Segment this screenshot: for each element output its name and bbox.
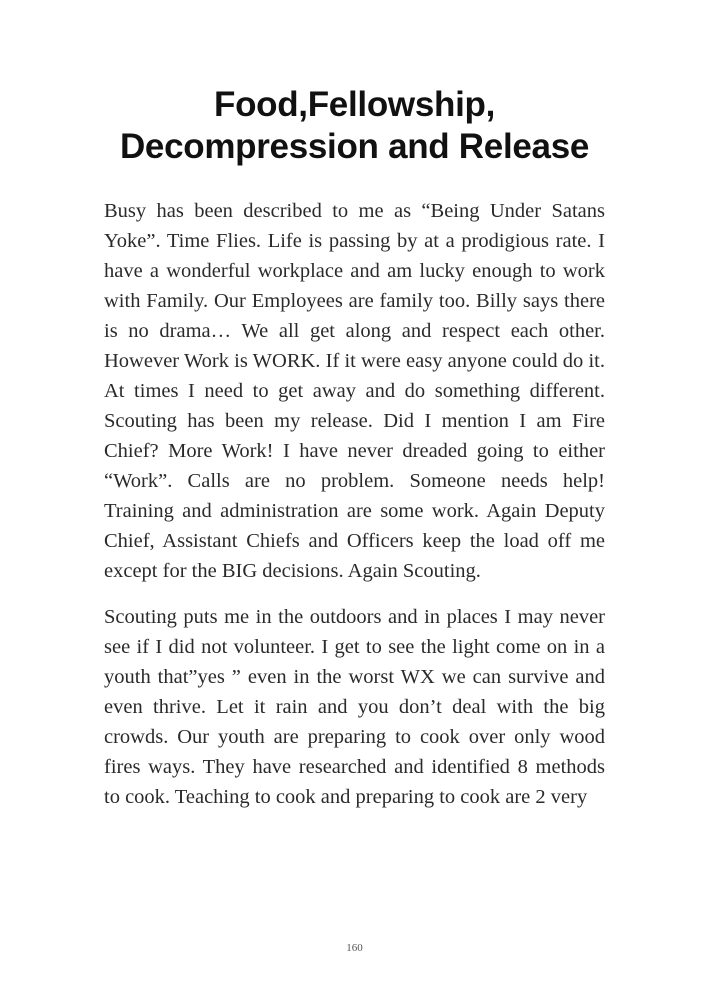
title-line-2: Decompression and Release: [119, 127, 590, 166]
paragraph-2: Scouting puts me in the outdoors and in places I may never see if I did not volunteer. I get to see the light come on in a youth that”yes ” even in the worst WX we can survive and even thrive. Let it rain and you don’t deal with the big crowds. Our youth are preparing to cook over only wood fires ways. They have researched and identified 8 methods to cook. Teaching to cook and preparing to cook are 2 very: [104, 606, 605, 808]
page-number: 160: [346, 942, 363, 954]
title-line-1: Food,Fellowship,: [213, 85, 495, 124]
page-title: [0, 84, 709, 168]
body-text: [104, 196, 605, 812]
paragraph-1: Busy has been described to me as “Being Under Satans Yoke”. Time Flies. Life is passing by at a prodigious rate. I have a wonderful workplace and am lucky enough to work with Family. Our Employees are family too. Billy says there is no drama… We all get along and respect each other. However Work is WORK. If it were easy anyone could do it. At times I need to get away and do something different. Scouting has been my release. Did I mention I am Fire Chief? More Work! I have never dreaded going to either “Work”. Calls are no problem. Someone needs help! Training and administration are some work. Again Deputy Chief, Assistant Chiefs and Officers keep the load off me except for the BIG decisions. Again Scouting.: [104, 200, 605, 582]
